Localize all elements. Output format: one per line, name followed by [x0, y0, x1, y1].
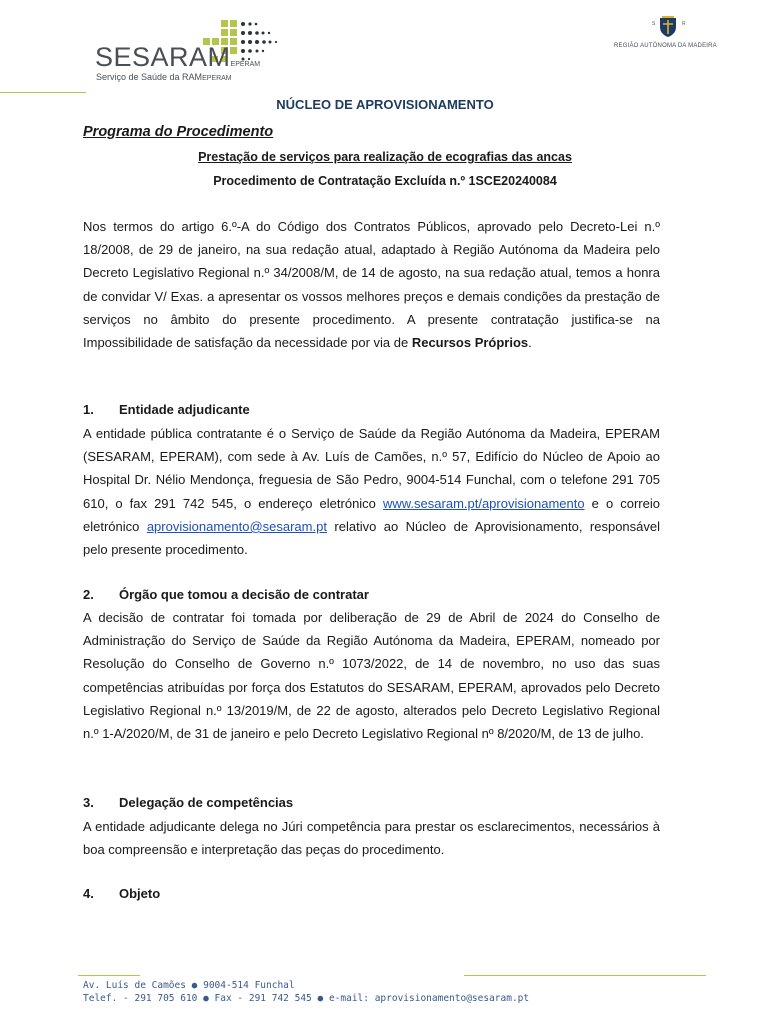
- procedure-subject: Prestação de serviços para realização de ecografias das ancas: [198, 150, 572, 164]
- logo-subtitle: Serviço de Saúde da RAMEPERAM: [96, 72, 232, 82]
- program-title: Programa do Procedimento: [83, 124, 274, 140]
- section-4-heading: 4. Objeto: [83, 886, 161, 901]
- section-2-body: A decisão de contratar foi tomada por deliberação de 29 de Abril de 2024 do Conselho de Administração do Serviço de Saúde da Região Autónoma da Madeira, EPERAM, nomeado por Resolução do Conselho de Governo n.º 1073/2022, de 14 de novembro, no uso das suas competências atribuídas por força dos Estatutos do SESARAM, EPERAM, aprovados pelo Decreto Legislativo Regional n.º 13/2019/M, de 22 de agosto, alterados pelo Decreto Legislativo Regional n.º 1-A/2020/M, de 31 de janeiro e pelo Decreto Legislativo Regional nº 8/2020/M, de 13 de julho.: [83, 610, 660, 742]
- region-emblem-block: [614, 16, 726, 56]
- section-2-heading: 2. Órgão que tomou a decisão de contratar: [83, 587, 369, 602]
- logo-wordmark: SESARAMEPERAM: [95, 42, 261, 72]
- procedure-number: Procedimento de Contratação Excluída n.º 1SCE20240084: [213, 174, 557, 188]
- coat-of-arms-icon: [658, 16, 678, 38]
- sesaram-logo: [95, 18, 295, 88]
- footer-contacts: Telef. - 291 705 610 ● Fax - 291 742 545 ● e-mail: aprovisionamento@sesaram.pt: [83, 993, 530, 1004]
- web-link[interactable]: www.sesaram.pt/aprovisionamento: [382, 495, 585, 511]
- section-3-body: A entidade adjudicante delega no Júri competência para prestar os esclarecimentos, necessários à boa compreensão e interpretação das peças do procedimento.: [83, 819, 660, 858]
- department-title: NÚCLEO DE APROVISIONAMENTO: [276, 97, 494, 112]
- region-r-label: R: [682, 21, 686, 27]
- header-rule: [0, 92, 86, 93]
- region-s-label: S: [652, 21, 656, 27]
- footer-rule-right: [464, 975, 706, 976]
- footer-address: Av. Luís de Camões ● 9004-514 Funchal: [83, 980, 295, 991]
- intro-bold-term: Recursos Próprios: [411, 335, 529, 351]
- email-link[interactable]: aprovisionamento@sesaram.pt: [146, 518, 327, 534]
- intro-paragraph: Nos termos do artigo 6.º-A do Código dos Contratos Públicos, aprovado pelo Decreto-Lei n.º 18/2008, de 29 de janeiro, na sua redação atual, adaptado à Região Autónoma da Madeira pelo Decreto Legislativo Regional n.º 34/2008/M, de 14 de agosto, na sua redação atual, temos a honra de convidar V/ Exas. a apresentar os vossos melhores preços e demais condições da prestação de serviços no âmbito do presente procedimento. A presente contratação justifica-se na Impossibilidade de satisfação da necessidade por via de Recursos Próprios.: [83, 219, 660, 351]
- region-name: REGIÃO AUTÓNOMA DA MADEIRA: [614, 43, 717, 49]
- section-1-heading: 1. Entidade adjudicante: [83, 402, 250, 417]
- section-3-heading: 3. Delegação de competências: [83, 795, 294, 810]
- footer-rule-left: [78, 975, 140, 976]
- section-1-body: A entidade pública contratante é o Serviço de Saúde da Região Autónoma da Madeira, EPERAM (SESARAM, EPERAM), com sede à Av. Luís de Camões, n.º 57, Edifício do Núcleo de Apoio ao Hospital Dr. Nélio Mendonça, freguesia de São Pedro, 9004-514 Funchal, com o telefone 291 705 610, o fax 291 742 545, o endereço eletrónico www.sesaram.pt/aprovisionamento e o correio eletrónico aprovisionamento@sesaram.pt relativo ao Núcleo de Aprovisionamento, responsável pelo presente procedimento.: [83, 426, 661, 558]
